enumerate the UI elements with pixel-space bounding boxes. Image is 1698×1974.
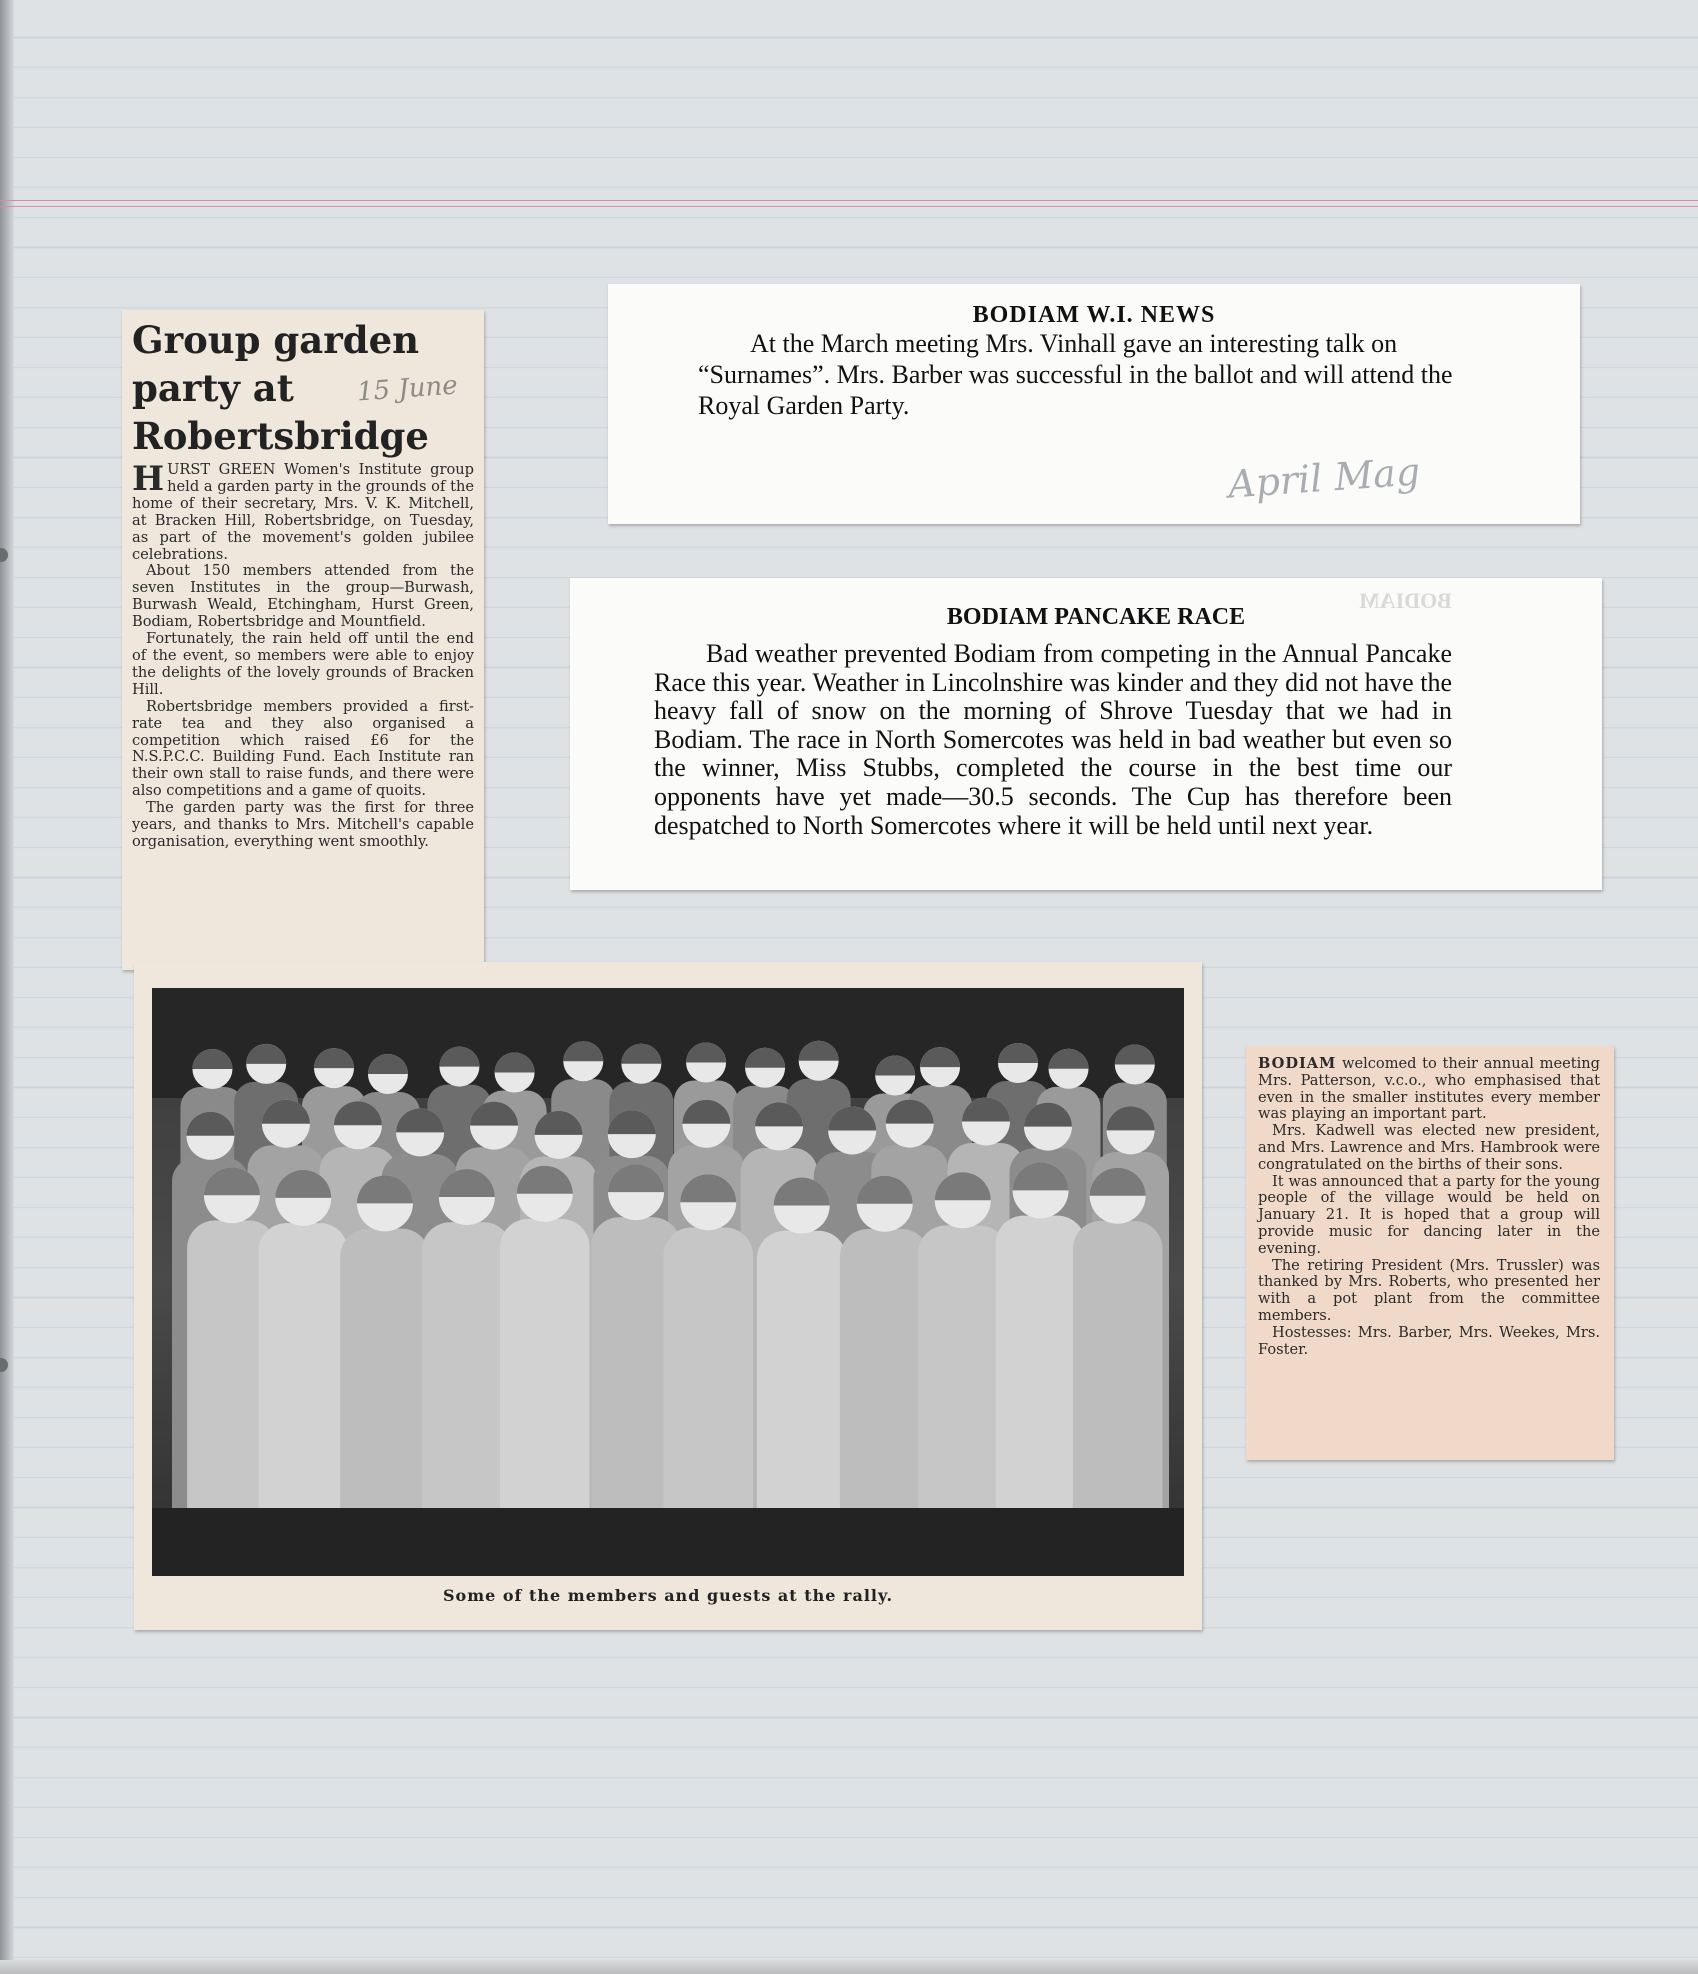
handwritten-date: 15 June: [356, 370, 459, 408]
article-paragraph: Hostesses: Mrs. Barber, Mrs. Weekes, Mrs. Foster.: [1258, 1323, 1600, 1358]
group-photograph: [152, 988, 1184, 1576]
garden-party-article: [132, 459, 474, 851]
photo-caption: Some of the members and guests at the rally.: [442, 1586, 894, 1605]
show-through-text: BODIAM: [1359, 588, 1452, 613]
handwritten-note: April Mag: [1226, 449, 1422, 507]
article-paragraph: Fortunately, the rain held off until the end of the event, so members were able to enjoy the delights of the lovely grounds of Bracken Hill.: [132, 630, 474, 698]
page-binding-shadow: [0, 0, 14, 1974]
garden-party-headline: Group garden party at Robertsbridge: [132, 318, 429, 458]
wi-news-clipping: [608, 284, 1580, 524]
article-paragraph: About 150 members attended from the seven Institutes in the group—Burwash, Burwash Weald, Etchingham, Hurst Green, Bodiam, Robertsbridge and Mountfield.: [132, 562, 474, 631]
annual-meeting-clipping: [1246, 1046, 1614, 1460]
pancake-race-title: BODIAM PANCAKE RACE: [946, 604, 1246, 630]
drop-cap: H: [132, 459, 165, 499]
article-paragraph: The retiring President (Mrs. Trussler) was thanked by Mrs. Roberts, who presented her with a pot plant from the committee members.: [1258, 1256, 1600, 1324]
garden-party-clipping: [122, 310, 484, 970]
article-paragraph: BODIAM welcomed to their annual meeting Mrs. Patterson, v.c.o., who emphasised that even in the smaller institutes every member was playing an important part.: [1258, 1055, 1601, 1123]
article-paragraph: HURST GREEN Women's Institute group held a garden party in the grounds of the home of their secretary, Mrs. V. K. Mitchell, at Bracken Hill, Robertsbridge, on Tuesday, as part of the movement's golden jubilee celebrations.: [132, 459, 474, 563]
group-photo-clipping: [134, 962, 1202, 1630]
article-paragraph: Mrs. Kadwell was elected new president, and Mrs. Lawrence and Mrs. Hambrook were congratulated on the births of their sons.: [1258, 1122, 1600, 1173]
page-bottom-edge: [0, 1960, 1698, 1974]
pancake-race-clipping: [570, 578, 1602, 890]
article-paragraph: It was announced that a party for the young people of the village would be held on January 21. It is hoped that a group will provide music for dancing later in the evening.: [1258, 1172, 1600, 1257]
pancake-race-body: Bad weather prevented Bodiam from competing in the Annual Pancake Race this year. Weather in Lincolnshire was kinder and they did not have the heavy fall of snow on the morning of Shrove Tuesday that we had in Bodiam. The race in North Somercotes was held in bad weather but even so the winner, Miss Stubbs, completed the course in the best time our opponents have yet made—30.5 seconds. The Cup has therefore been despatched to North Somercotes where it will be held until next year.: [654, 639, 1452, 840]
annual-meeting-article: [1258, 1056, 1600, 1358]
article-lead: BODIAM: [1258, 1055, 1337, 1072]
group-photo-image: [152, 988, 1184, 1576]
article-paragraph: The garden party was the first for three years, and thanks to Mrs. Mitchell's capable organisation, everything went smoothly.: [132, 799, 474, 850]
wi-news-title: BODIAM W.I. NEWS: [972, 302, 1216, 328]
article-paragraph: Robertsbridge members provided a first-rate tea and they also organised a competition which raised £6 for the N.S.P.C.C. Building Fund. Each Institute ran their own stall to raise funds, and there were also competitions and a game of quoits.: [132, 697, 474, 800]
wi-news-body: At the March meeting Mrs. Vinhall gave an interesting talk on “Surnames”. Mrs. Barber was successful in the ballot and will attend the Royal Garden Party.: [698, 329, 1453, 420]
red-margin-line: [0, 200, 1698, 207]
